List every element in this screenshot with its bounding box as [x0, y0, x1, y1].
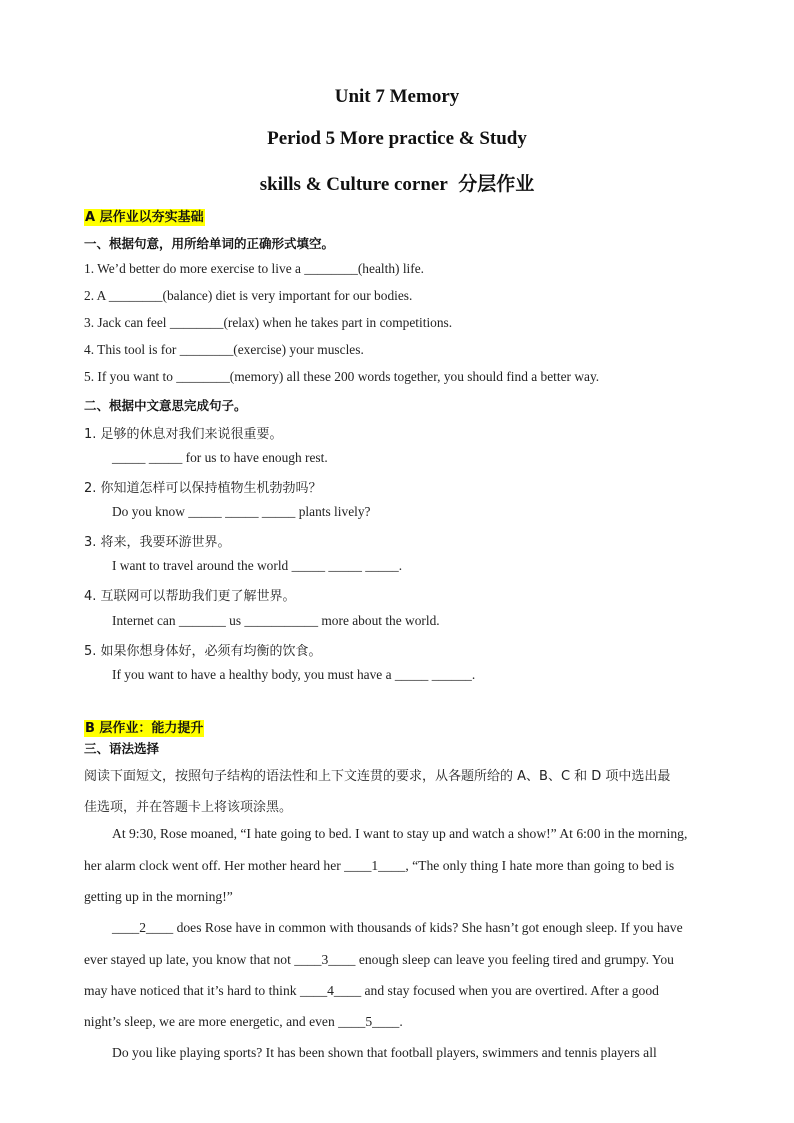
- part2-item-3-cn: 3. 将来，我要环游世界。: [84, 535, 231, 550]
- subtitle-en: skills & Culture corner: [259, 174, 448, 195]
- part2-item-4-cn: 4. 互联网可以帮助我们更了解世界。: [84, 589, 296, 604]
- part1-item-2: 2. A ________(balance) diet is very important for our bodies.: [84, 288, 413, 303]
- part1-item-3: 3. Jack can feel ________(relax) when he takes part in competitions.: [84, 315, 453, 330]
- passage-line-8: Do you like playing sports? It has been shown that football players, swimmers and tennis players all: [112, 1045, 657, 1060]
- part2-item-5-en: If you want to have a healthy body, you must have a _____ ______.: [112, 667, 476, 682]
- part2-item-1-en: _____ _____ for us to have enough rest.: [112, 450, 328, 465]
- subtitle-cn: 分层作业: [458, 173, 535, 195]
- passage-line-7: night’s sleep, we are more energetic, and even ____5____.: [84, 1014, 403, 1029]
- part1-item-5: 5. If you want to ________(memory) all these 200 words together, you should find a better way.: [84, 369, 600, 384]
- part2-item-3-en: I want to travel around the world _____ _____ _____.: [112, 558, 403, 573]
- part3-heading: 三、语法选择: [84, 741, 160, 756]
- passage-line-4: ____2____ does Rose have in common with thousands of kids? She hasn’t got enough sleep. If you have: [112, 920, 683, 935]
- part2-item-1-cn: 1. 足够的休息对我们来说很重要。: [84, 427, 283, 442]
- part2-item-4-en: Internet can _______ us ___________ more about the world.: [112, 613, 440, 628]
- part2-item-2-cn: 2. 你知道怎样可以保持植物生机勃勃吗？: [84, 481, 322, 496]
- part2-item-2-en: Do you know _____ _____ _____ plants lively?: [112, 504, 371, 519]
- section-a-label-row: [84, 206, 205, 225]
- part2-item-5-cn: 5. 如果你想身体好，必须有均衡的饮食。: [84, 644, 322, 659]
- passage-line-5: ever stayed up late, you know that not ____3____ enough sleep can leave you feeling tired and grumpy. You: [84, 952, 674, 967]
- subtitle: [0, 169, 794, 196]
- section-b-label: B 层作业：能力提升: [85, 721, 204, 736]
- unit-title: Unit 7 Memory: [334, 86, 460, 107]
- passage-line-1: At 9:30, Rose moaned, “I hate going to bed. I want to stay up and watch a show!” At 6:00 in the morning,: [112, 826, 688, 841]
- instruction-line-1: 阅读下面短文，按照句子结构的语法性和上下文连贯的要求，从各题所给的 A、B、C 和 D 项中选出最: [84, 769, 671, 784]
- instruction-line-2: 佳选项，并在答题卡上将该项涂黑。: [84, 800, 293, 815]
- passage-line-6: may have noticed that it’s hard to think ____4____ and stay focused when you are overtired. After a good: [84, 983, 659, 998]
- passage-line-3: getting up in the morning!”: [84, 889, 233, 904]
- period-title: Period 5 More practice & Study: [267, 128, 527, 149]
- section-b-label-row: [84, 717, 204, 736]
- section-a-label: A 层作业以夯实基础: [85, 210, 204, 225]
- part1-item-1: 1. We’d better do more exercise to live a ________(health) life.: [84, 261, 425, 276]
- part2-heading: 二、根据中文意思完成句子。: [84, 398, 247, 413]
- part1-item-4: 4. This tool is for ________(exercise) your muscles.: [84, 342, 364, 357]
- part1-heading: 一、根据句意，用所给单词的正确形式填空。: [84, 236, 335, 251]
- passage-line-2: her alarm clock went off. Her mother heard her ____1____, “The only thing I hate more than going to bed is: [84, 858, 675, 873]
